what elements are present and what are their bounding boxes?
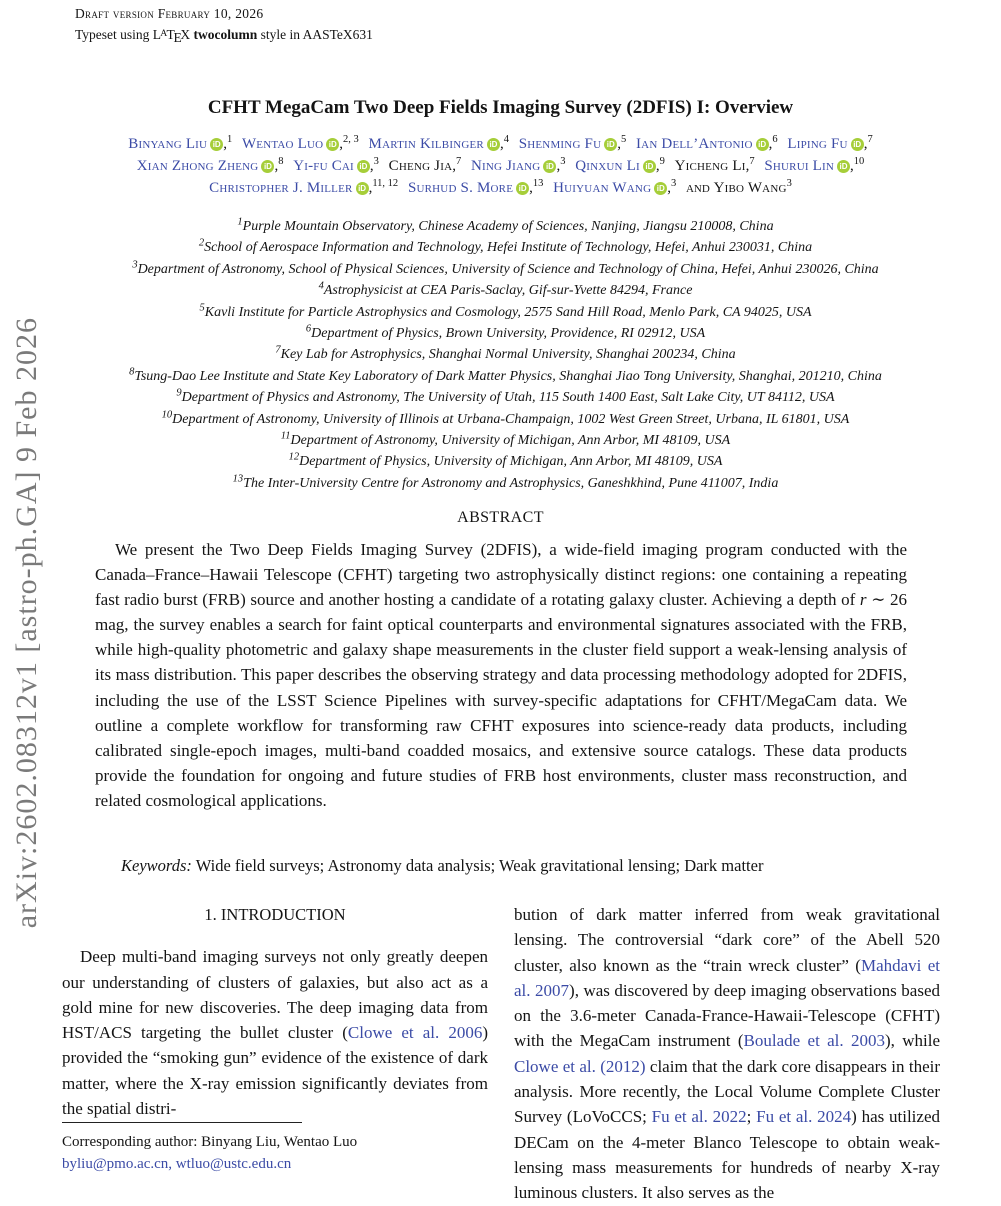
- affiliation: $^{10}$Department of Astronomy, University of Illinois at Urbana-Champaign, 1002 West Green Street, Urbana, IL 61801, USA: [161, 409, 850, 427]
- affil-ref: 2, 3: [343, 134, 359, 145]
- author-line-1: [55, 133, 946, 155]
- affil-ref: 6: [772, 134, 778, 145]
- author-entry: Yi-fu Cai iD ,$^3$: [293, 156, 379, 174]
- author-entry: Xian Zhong Zheng iD ,$^8$: [136, 156, 284, 174]
- author-entry: Ian Dell’Antonio iD ,$^6$: [635, 134, 778, 152]
- draft-version-line: Draft version February 10, 2026: [75, 6, 264, 21]
- author-entry: [686, 180, 792, 196]
- affil-ref: 3: [670, 178, 677, 189]
- orcid-icon[interactable]: iD: [643, 160, 656, 173]
- right-column: [514, 902, 940, 1206]
- author-entry: Liping Fu iD ,$^7$: [787, 134, 873, 152]
- orcid-icon[interactable]: iD: [357, 160, 370, 173]
- author-link[interactable]: Liping Fu: [787, 136, 848, 152]
- author-link[interactable]: Ning Jiang: [470, 158, 541, 174]
- orcid-icon[interactable]: iD: [356, 182, 369, 195]
- affiliation: $^6$Department of Physics, Brown University, Providence, RI 02912, USA: [305, 323, 706, 342]
- author-entry: Christopher J. Miller iD ,$^{11, 12}$: [209, 178, 399, 196]
- author-entry: Cheng Jia,$^7$: [388, 156, 462, 174]
- abstract-text: We present the Two Deep Fields Imaging Survey (2DFIS), a wide-field imaging program conducted with the Canada–France–Hawaii Telescope (CFHT) targeting two astrophysically distinct regions: one containing a repeating fast radio burst (FRB) source and another hosting a candidate of a rotating galaxy cluster. Achieving a depth of r ∼ 26 mag, the survey enables a search for faint optical counterparts and environmental signatures associated with the FRB, while high-quality photometric and galaxy shape measurements in the cluster field support a weak-lensing analysis of its mass distribution. This paper describes the observing strategy and data processing methodology adopted for 2DFIS, including the use of the LSST Science Pipelines with survey-specific adaptations for CFHT/MegaCam data. We outline a complete workflow for transforming raw CFHT exposures into science-ready data products, including calibrated single-epoch images, multi-band coadded mosaics, and extensive source catalogs. These data products provide the foundation for ongoing and future studies of FRB host environments, cluster mass reconstruction, and related cosmological applications.: [95, 540, 907, 810]
- affil-ref: 7: [749, 156, 755, 167]
- author-entry: Martin Kilbinger iD ,$^4$: [368, 134, 509, 152]
- paper-title: CFHT MegaCam Two Deep Fields Imaging Survey (2DFIS) I: Overview: [207, 97, 794, 118]
- affiliation: $^7$Key Lab for Astrophysics, Shanghai Normal University, Shanghai 200234, China: [275, 344, 736, 363]
- orcid-icon[interactable]: iD: [487, 138, 500, 151]
- author-entry: Binyang Liu iD ,$^1$: [128, 134, 233, 152]
- affiliation-list: [30, 216, 981, 494]
- orcid-icon[interactable]: iD: [654, 182, 667, 195]
- affiliation: $^1$Purple Mountain Observatory, Chinese Academy of Sciences, Nanjing, Jiangsu 210008, China: [237, 216, 774, 234]
- author-link[interactable]: Xian Zhong Zheng: [136, 158, 259, 174]
- orcid-icon[interactable]: iD: [543, 160, 556, 173]
- affil-ref: 3: [560, 156, 566, 167]
- orcid-icon[interactable]: iD: [261, 160, 274, 173]
- author-name: Yibo Wang: [713, 180, 787, 196]
- section-heading-introduction: 1. INTRODUCTION: [204, 905, 346, 924]
- affiliation: $^5$Kavli Institute for Particle Astrophysics and Cosmology, 2575 Sand Hill Road, Menlo Park, CA 94025, USA: [199, 301, 812, 320]
- orcid-icon[interactable]: iD: [756, 138, 769, 151]
- author-list: [55, 133, 946, 199]
- orcid-icon[interactable]: iD: [326, 138, 339, 151]
- author-link[interactable]: Surhud S. More: [407, 180, 514, 196]
- typeset-line: Typeset using $L^ATEX$ twocolumn style in AASTeX631: [75, 27, 373, 46]
- author-name: Yicheng Li: [674, 158, 746, 174]
- author-link[interactable]: Qinxun Li: [575, 158, 640, 174]
- author-link[interactable]: Shurui Lin: [764, 158, 835, 174]
- orcid-icon[interactable]: iD: [851, 138, 864, 151]
- orcid-icon[interactable]: iD: [516, 182, 529, 195]
- affil-ref: 3: [786, 178, 792, 189]
- author-entry: Huiyuan Wang iD ,$^3$: [553, 178, 677, 196]
- citation-link[interactable]: Clowe et al. (2012): [514, 1056, 646, 1076]
- orcid-icon[interactable]: iD: [837, 160, 850, 173]
- affiliation: $^{11}$Department of Astronomy, University of Michigan, Ann Arbor, MI 48109, USA: [280, 430, 731, 449]
- math-r: r: [859, 590, 867, 610]
- author-entry: Wentao Luo iD ,$^{2, 3}$: [241, 134, 359, 152]
- author-link[interactable]: Yi-fu Cai: [293, 158, 354, 174]
- footnote-rule: [62, 1122, 302, 1123]
- affil-ref: 9: [659, 156, 665, 167]
- latex-logo: $L^ATEX$: [152, 27, 191, 46]
- author-entry: Shurui Lin iD ,$^{10}$: [764, 156, 865, 174]
- corresponding-emails-link[interactable]: byliu@pmo.ac.cn, wtluo@ustc.edu.cn: [62, 1156, 292, 1172]
- citation-link[interactable]: Fu et al. 2022: [651, 1107, 747, 1127]
- keywords-label: Keywords:: [121, 856, 192, 875]
- author-entry: Shenming Fu iD ,$^5$: [518, 134, 627, 152]
- affil-ref: 1: [226, 134, 233, 145]
- citation-link[interactable]: Boulade et al. 2003: [743, 1031, 885, 1051]
- affil-ref: 5: [620, 134, 627, 145]
- keywords-line: Keywords: Wide field surveys; Astronomy data analysis; Weak gravitational lensing; Dark matter: [121, 856, 764, 875]
- author-link[interactable]: Shenming Fu: [518, 136, 602, 152]
- author-link[interactable]: Christopher J. Miller: [209, 180, 353, 196]
- intro-paragraph-right: bution of dark matter inferred from weak gravitational lensing. The controversial “dark core” of the Abell 520 cluster, also known as the “train wreck cluster” (Mahdavi et al. 2007), was discovered by deep imaging observations based on the 3.6-meter Canada-France-Hawaii-Telescope (CFHT) with the MegaCam instrument (Boulade et al. 2003), while Clowe et al. (2012) claim that the dark core disappears in their analysis. More recently, the Local Volume Complete Cluster Survey (LoVoCCS; Fu et al. 2022; Fu et al. 2024) has utilized DECam on the 4-meter Blanco Telescope to obtain weak-lensing mass measurements for hundreds of nearby X-ray luminous clusters. It also serves as the: [514, 905, 940, 1203]
- abstract-heading: ABSTRACT: [457, 509, 544, 526]
- arxiv-identifier: arXiv:2602.08312v1 [astro-ph.GA] 9 Feb 2026: [10, 316, 43, 929]
- author-link[interactable]: Wentao Luo: [241, 136, 324, 152]
- and-label: and: [685, 180, 710, 196]
- left-column: [62, 902, 488, 1138]
- affiliation: $^3$Department of Astronomy, School of Physical Sciences, University of Science and Technology of China, Hefei, Anhui 230026, China: [132, 259, 879, 277]
- citation-link[interactable]: Mahdavi et al. 2007: [514, 955, 940, 1000]
- author-link[interactable]: Huiyuan Wang: [553, 180, 652, 196]
- affiliation: $^8$Tsung-Dao Lee Institute and State Key Laboratory of Dark Matter Physics, Shanghai Jiao Tong University, Shanghai, 201210, China: [129, 366, 882, 384]
- author-link[interactable]: Martin Kilbinger: [368, 136, 484, 152]
- affil-ref: 8: [278, 156, 284, 167]
- affil-ref: 3: [373, 156, 379, 167]
- affil-ref: 13: [532, 178, 544, 189]
- draft-header: [75, 5, 373, 47]
- author-entry: Ning Jiang iD ,$^3$: [470, 156, 566, 174]
- affiliation: $^4$Astrophysicist at CEA Paris-Saclay, Gif-sur-Yvette 84294, France: [318, 280, 693, 299]
- affiliation: $^{13}$The Inter-University Centre for Astronomy and Astrophysics, Ganeshkhind, Pune 411007, India: [232, 473, 779, 491]
- affiliation: $^2$School of Aerospace Information and Technology, Hefei Institute of Technology, Hefei, Anhui 230031, China: [198, 237, 813, 256]
- affiliation: $^{12}$Department of Physics, University of Michigan, Ann Arbor, MI 48109, USA: [288, 451, 723, 470]
- affiliation: $^9$Department of Physics and Astronomy, The University of Utah, 115 South 1400 East, Salt Lake City, UT 84112, USA: [176, 387, 835, 406]
- author-entry: Surhud S. More iD ,$^{13}$: [407, 178, 544, 196]
- author-name: Cheng Jia: [388, 158, 453, 174]
- author-link[interactable]: Binyang Liu: [128, 136, 208, 152]
- corresponding-author-line: Corresponding author: Binyang Liu, Wentao Luo: [62, 1134, 358, 1150]
- author-link[interactable]: Ian Dell’Antonio: [635, 136, 753, 152]
- orcid-icon[interactable]: iD: [604, 138, 617, 151]
- author-entry: Qinxun Li iD ,$^9$: [575, 156, 665, 174]
- affil-ref: 7: [455, 156, 462, 167]
- author-entry: Yicheng Li,$^7$: [674, 156, 755, 174]
- corresponding-author-footnote: [62, 1122, 488, 1175]
- intro-paragraph-left: Deep multi-band imaging surveys not only greatly deepen our understanding of clusters of galaxies, but also act as a gold mine for new discoveries. The deep imaging data from HST/ACS targeting the bullet cluster (Clowe et al. 2006) provided the “smoking gun” evidence of the existence of dark matter, where the X-ray emission significantly deviates from the spatial distri-: [62, 947, 489, 1119]
- author-line-3: [55, 177, 946, 199]
- citation-link[interactable]: Clowe et al. 2006: [347, 1023, 483, 1043]
- citation-link[interactable]: Fu et al. 2024: [756, 1107, 852, 1127]
- affil-ref: 11, 12: [372, 178, 399, 189]
- orcid-icon[interactable]: iD: [210, 138, 223, 151]
- affil-ref: 4: [503, 134, 509, 145]
- affil-ref: 10: [853, 156, 865, 167]
- author-line-2: [55, 155, 946, 177]
- affil-ref: 7: [867, 134, 873, 145]
